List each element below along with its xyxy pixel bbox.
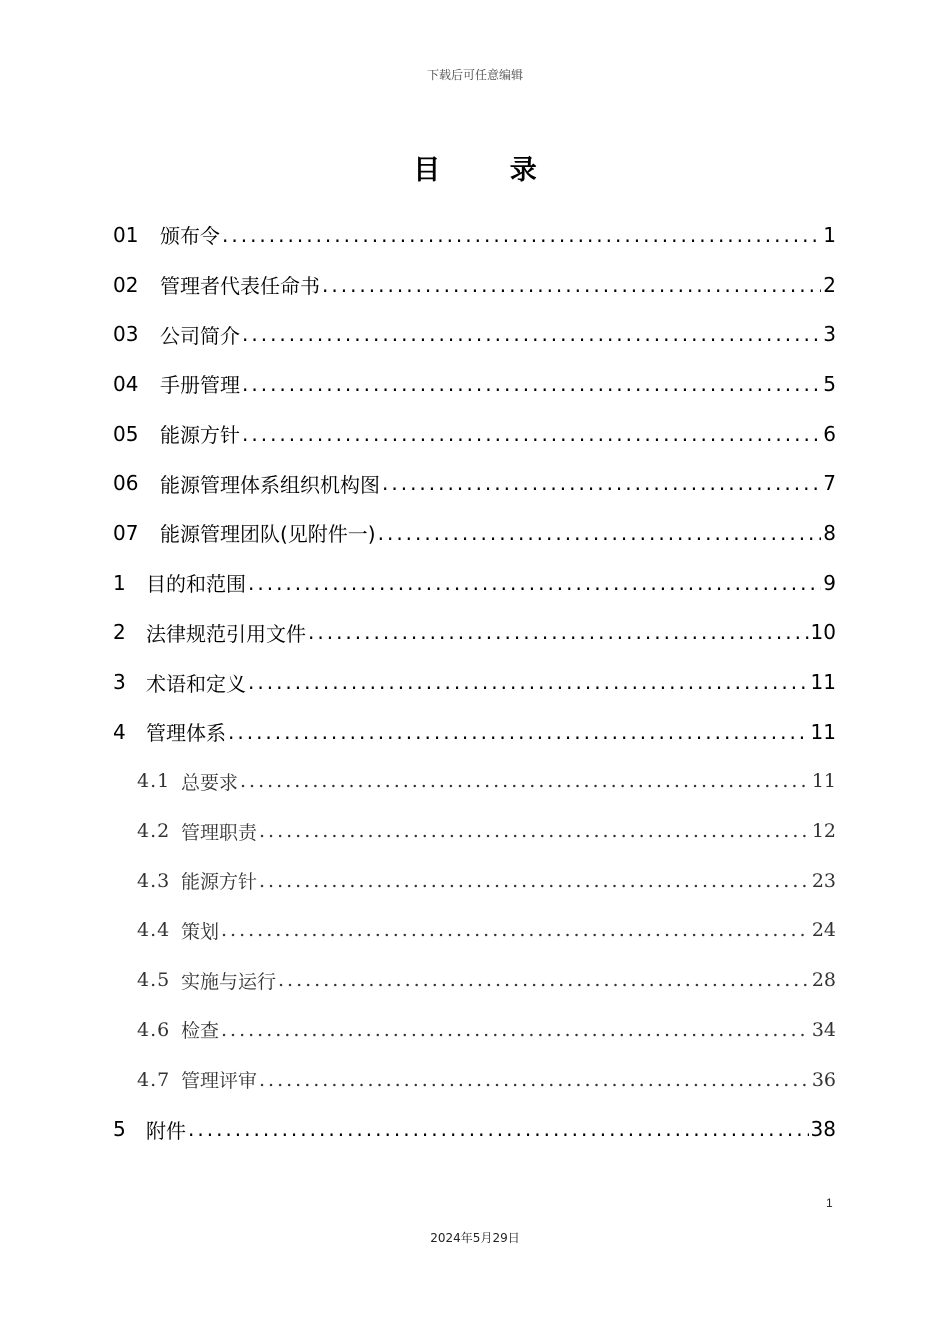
toc-entry-title: 法律规范引用文件 xyxy=(146,621,306,646)
toc-entry-title: 能源管理体系组织机构图 xyxy=(160,472,380,497)
header-note: 下载后可任意编辑 xyxy=(426,68,523,82)
toc-entry-title: 管理职责 xyxy=(181,821,258,844)
toc-entry-number: 3 xyxy=(113,670,126,695)
toc-entry-number: 5 xyxy=(113,1117,126,1142)
dot-leader xyxy=(259,870,810,892)
toc-entry-title: 管理评审 xyxy=(181,1070,258,1093)
page-title: 目 录 xyxy=(413,155,567,186)
toc-entry-page: 7 xyxy=(823,471,836,496)
toc-entry-title: 手册管理 xyxy=(160,373,240,398)
toc-entry-page: 5 xyxy=(823,371,836,396)
toc-entry-number: 4.1 xyxy=(137,770,171,793)
toc-entry-number: 4.5 xyxy=(137,969,171,992)
dot-leader xyxy=(228,720,809,744)
toc-entry-title: 总要求 xyxy=(181,771,239,794)
toc-entry-page: 10 xyxy=(810,620,836,645)
toc-entry[interactable] xyxy=(113,558,836,608)
toc-entry-number: 4.2 xyxy=(137,820,171,843)
toc-entry-title: 实施与运行 xyxy=(181,970,277,993)
toc-entry-page: 1 xyxy=(823,222,836,247)
toc-entry-number: 02 xyxy=(113,272,139,297)
toc-entry-title: 目的和范围 xyxy=(146,572,246,597)
toc-entry-title: 能源方针 xyxy=(181,871,258,894)
page-number: 1 xyxy=(826,1196,833,1210)
toc-entry-page: 11 xyxy=(811,770,836,793)
toc-entry-number: 04 xyxy=(113,371,139,396)
toc-entry-number: 1 xyxy=(113,570,126,595)
toc-entry[interactable] xyxy=(113,707,836,757)
dot-leader xyxy=(259,820,810,842)
toc-entry-number: 05 xyxy=(113,421,139,446)
toc-subentry[interactable] xyxy=(113,806,836,856)
dot-leader xyxy=(278,969,810,991)
toc-entry-title: 颁布令 xyxy=(160,224,220,249)
toc-subentry[interactable] xyxy=(113,955,836,1005)
toc-entry-page: 8 xyxy=(823,520,836,545)
toc-subentry[interactable] xyxy=(113,1055,836,1105)
toc-entry-number: 07 xyxy=(113,520,139,545)
dot-leader xyxy=(308,620,809,644)
toc-entry-title: 能源方针 xyxy=(160,423,240,448)
toc-entry[interactable] xyxy=(113,359,836,409)
toc-entry-number: 4.6 xyxy=(137,1018,171,1041)
dot-leader xyxy=(248,571,821,595)
toc-entry-number: 01 xyxy=(113,222,139,247)
dot-leader xyxy=(240,770,810,792)
toc-entry-number: 03 xyxy=(113,322,139,347)
toc-entry-page: 34 xyxy=(811,1018,836,1041)
footer-date: 2024年5月29日 xyxy=(430,1231,520,1245)
toc-entry-title: 能源管理团队(见附件一) xyxy=(160,522,376,547)
toc-entry[interactable] xyxy=(113,409,836,459)
toc-subentry[interactable] xyxy=(113,856,836,906)
dot-leader xyxy=(242,322,821,346)
toc-entry-title: 附件 xyxy=(146,1118,186,1143)
toc-entry-number: 4 xyxy=(113,719,126,744)
toc-entry-page: 11 xyxy=(810,719,836,744)
toc-entry-title: 检查 xyxy=(181,1020,220,1043)
toc-entry-number: 4.3 xyxy=(137,869,171,892)
toc-entry[interactable] xyxy=(113,309,836,359)
toc-entry[interactable] xyxy=(113,210,836,260)
toc-entry[interactable] xyxy=(113,657,836,707)
dot-leader xyxy=(188,1117,809,1141)
toc-entry-page: 2 xyxy=(823,272,836,297)
toc-entry-page: 23 xyxy=(811,869,836,892)
toc-entry[interactable] xyxy=(113,508,836,558)
dot-leader xyxy=(378,521,822,545)
toc-entry-title: 策划 xyxy=(181,920,220,943)
dot-leader xyxy=(221,1019,810,1041)
toc-subentry[interactable] xyxy=(113,906,836,956)
toc-entry[interactable] xyxy=(113,608,836,658)
toc-entry-title: 术语和定义 xyxy=(146,671,246,696)
toc-entry[interactable] xyxy=(113,458,836,508)
dot-leader xyxy=(222,223,821,247)
toc-entry-page: 11 xyxy=(810,670,836,695)
toc-entry-title: 管理体系 xyxy=(146,721,226,746)
toc-entry-page: 38 xyxy=(810,1117,836,1142)
dot-leader xyxy=(242,422,821,446)
dot-leader xyxy=(221,919,810,941)
toc-entry-title: 公司简介 xyxy=(160,323,240,348)
toc-entry-number: 4.4 xyxy=(137,919,171,942)
toc-entry-number: 2 xyxy=(113,620,126,645)
dot-leader xyxy=(242,372,821,396)
table-of-contents xyxy=(113,210,836,1154)
dot-leader xyxy=(259,1069,810,1091)
toc-entry-page: 24 xyxy=(811,919,836,942)
toc-entry-page: 9 xyxy=(823,570,836,595)
toc-entry-number: 06 xyxy=(113,471,139,496)
toc-entry-number: 4.7 xyxy=(137,1068,171,1091)
dot-leader xyxy=(322,273,821,297)
toc-entry-page: 36 xyxy=(811,1068,836,1091)
toc-entry[interactable] xyxy=(113,260,836,310)
dot-leader xyxy=(248,670,809,694)
toc-entry-page: 3 xyxy=(823,322,836,347)
toc-entry[interactable] xyxy=(113,1104,836,1154)
toc-entry-page: 28 xyxy=(811,969,836,992)
toc-subentry[interactable] xyxy=(113,1005,836,1055)
toc-entry-page: 6 xyxy=(823,421,836,446)
toc-subentry[interactable] xyxy=(113,757,836,807)
dot-leader xyxy=(382,471,821,495)
toc-entry-title: 管理者代表任命书 xyxy=(160,274,320,299)
toc-entry-page: 12 xyxy=(811,820,836,843)
